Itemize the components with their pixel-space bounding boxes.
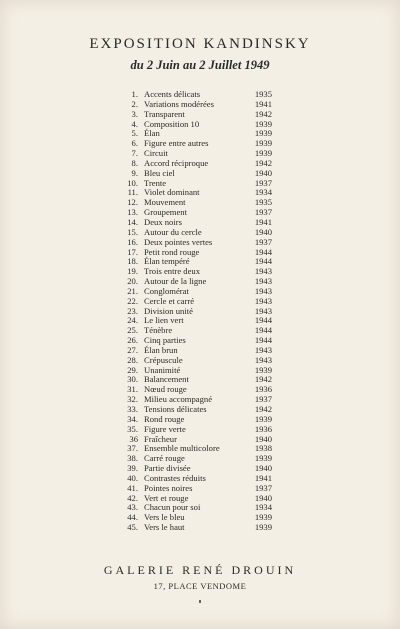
work-title: Le lien vert: [144, 315, 184, 326]
work-year: 1942: [254, 157, 272, 168]
work-year: 1934: [254, 187, 272, 198]
work-title: Figure entre autres: [144, 138, 209, 149]
work-title: Carré rouge: [144, 453, 185, 464]
work-title: Circuit: [144, 148, 168, 159]
work-year: 1943: [254, 285, 272, 296]
work-year: 1939: [254, 453, 272, 464]
work-title: Groupement: [144, 207, 187, 218]
work-number: 20.: [127, 276, 138, 287]
work-year: 1943: [254, 354, 272, 365]
work-number: 10.: [127, 177, 138, 188]
work-year: 1937: [254, 394, 272, 405]
work-number: 7.: [131, 148, 138, 159]
work-number: 30.: [127, 374, 138, 385]
work-number: 28.: [127, 354, 138, 365]
work-number: 34.: [127, 413, 138, 424]
work-title: Bleu ciel: [144, 167, 175, 178]
work-title: Figure verte: [144, 423, 186, 434]
work-number: 40.: [127, 472, 138, 483]
work-year: 1940: [254, 167, 272, 178]
list-item: [112, 523, 272, 533]
work-number: 13.: [127, 207, 138, 218]
work-title: Deux noirs: [144, 216, 182, 227]
work-number: 12.: [127, 197, 138, 208]
work-number: 45.: [127, 522, 138, 533]
work-title: Élan tempéré: [144, 256, 190, 267]
work-number: 1.: [131, 89, 138, 99]
work-year: 1944: [254, 325, 272, 336]
work-title: Conglomérat: [144, 285, 189, 296]
work-title: Partie divisée: [144, 463, 191, 474]
work-number: 31.: [127, 384, 138, 395]
work-title: Accord réciproque: [144, 157, 209, 168]
work-number: 18.: [127, 256, 138, 267]
work-number: 15.: [127, 226, 138, 237]
page-title: EXPOSITION KANDINSKY: [89, 36, 311, 52]
work-year: 1937: [254, 177, 272, 188]
work-number: 29.: [127, 364, 138, 375]
work-year: 1943: [254, 295, 272, 306]
work-year: 1941: [254, 98, 272, 109]
work-year: 1943: [254, 344, 272, 355]
work-year: 1939: [254, 512, 272, 523]
work-title: Ténèbre: [144, 325, 173, 336]
work-year: 1936: [254, 423, 272, 434]
work-year: 1939: [254, 522, 272, 533]
work-title: Cinq parties: [144, 335, 186, 346]
work-title: Milieu accompagné: [144, 394, 213, 405]
work-title: Contrastes réduits: [144, 472, 206, 483]
work-title: Nœud rouge: [144, 384, 187, 395]
work-year: 1939: [254, 148, 272, 159]
work-number: 14.: [127, 216, 138, 227]
work-year: 1937: [254, 482, 272, 493]
work-number: 11.: [127, 187, 138, 198]
work-number: 35.: [127, 423, 138, 434]
work-title: Composition 10: [144, 118, 200, 129]
work-year: 1943: [254, 276, 272, 287]
work-number: 16.: [127, 236, 138, 247]
work-year: 1943: [254, 305, 272, 316]
work-title: Trois entre deux: [144, 266, 201, 277]
work-year: 1944: [254, 246, 272, 257]
work-year: 1936: [254, 384, 272, 395]
work-number: 37.: [127, 443, 138, 454]
work-title: Unanimité: [144, 364, 181, 375]
work-number: 19.: [127, 266, 138, 277]
works-list: [112, 90, 272, 533]
work-number: 2.: [131, 98, 138, 109]
work-title: Vers le haut: [144, 522, 185, 533]
work-number: 21.: [127, 285, 138, 296]
print-mark: [199, 600, 201, 603]
work-year: 1940: [254, 433, 272, 444]
work-number: 6.: [131, 138, 138, 149]
work-number: 5.: [131, 128, 138, 139]
work-year: 1944: [254, 315, 272, 326]
work-number: 41.: [127, 482, 138, 493]
work-number: 43.: [127, 502, 138, 513]
work-title: Pointes noires: [144, 482, 193, 493]
work-number: 3.: [131, 108, 138, 119]
work-number: 38.: [127, 453, 138, 464]
work-number: 32.: [127, 394, 138, 405]
work-year: 1939: [254, 138, 272, 149]
work-year: 1937: [254, 236, 272, 247]
work-year: 1942: [254, 108, 272, 119]
work-title: Élan: [144, 128, 160, 139]
work-year: 1934: [254, 502, 272, 513]
work-title: Violet dominant: [144, 187, 200, 198]
work-year: 1941: [254, 472, 272, 483]
work-year: 1943: [254, 266, 272, 277]
gallery-name: GALERIE RENÉ DROUIN: [103, 563, 297, 577]
work-year: 1941: [254, 216, 272, 227]
work-title: Autour de la ligne: [144, 276, 207, 287]
work-title: Balancement: [144, 374, 189, 385]
work-number: 42.: [127, 492, 138, 503]
gallery-address: 17, PLACE VENDOME: [153, 581, 247, 591]
work-title: Élan brun: [144, 344, 178, 355]
work-year: 1942: [254, 404, 272, 414]
work-title: Vers le bleu: [144, 512, 185, 523]
work-year: 1940: [254, 463, 272, 474]
work-title: Fraîcheur: [144, 433, 177, 444]
work-title: Crépuscule: [144, 354, 183, 365]
work-title: Vert et rouge: [144, 492, 189, 503]
work-year: 1939: [254, 128, 272, 139]
work-title: Autour du cercle: [144, 226, 202, 237]
work-title: Rond rouge: [144, 413, 185, 424]
work-title: Accents délicats: [144, 89, 201, 99]
work-year: 1944: [254, 335, 272, 346]
work-title: Cercle et carré: [144, 295, 195, 306]
work-number: 44.: [127, 512, 138, 523]
work-title: Trente: [144, 177, 167, 188]
work-year: 1937: [254, 207, 272, 218]
work-title: Variations modérées: [144, 98, 214, 109]
work-title: Ensemble multicolore: [144, 443, 220, 454]
work-number: 9.: [131, 167, 138, 178]
work-number: 33.: [127, 404, 138, 414]
work-number: 25.: [127, 325, 138, 336]
work-title: Division unité: [144, 305, 193, 316]
work-number: 27.: [127, 344, 138, 355]
work-year: 1935: [254, 197, 272, 208]
work-title: Mouvement: [144, 197, 186, 208]
work-title: Chacun pour soi: [144, 502, 201, 513]
work-number: 36: [129, 433, 138, 444]
work-year: 1942: [254, 374, 272, 385]
work-number: 39.: [127, 463, 138, 474]
work-number: 24.: [127, 315, 138, 326]
work-year: 1939: [254, 118, 272, 129]
exhibition-dates: du 2 Juin au 2 Juillet 1949: [130, 58, 270, 72]
work-year: 1940: [254, 492, 272, 503]
work-year: 1938: [254, 443, 272, 454]
work-number: 23.: [127, 305, 138, 316]
work-title: Petit rond rouge: [144, 246, 200, 257]
work-number: 17.: [127, 246, 138, 257]
work-year: 1939: [254, 413, 272, 424]
work-year: 1939: [254, 364, 272, 375]
work-number: 26.: [127, 335, 138, 346]
work-title: Tensions délicates: [144, 404, 207, 414]
work-year: 1940: [254, 226, 272, 237]
work-number: 8.: [131, 157, 138, 168]
work-year: 1935: [254, 89, 272, 99]
work-number: 22.: [127, 295, 138, 306]
work-title: Transparent: [144, 108, 185, 119]
work-title: Deux pointes vertes: [144, 236, 213, 247]
work-number: 4.: [131, 118, 138, 129]
work-year: 1944: [254, 256, 272, 267]
